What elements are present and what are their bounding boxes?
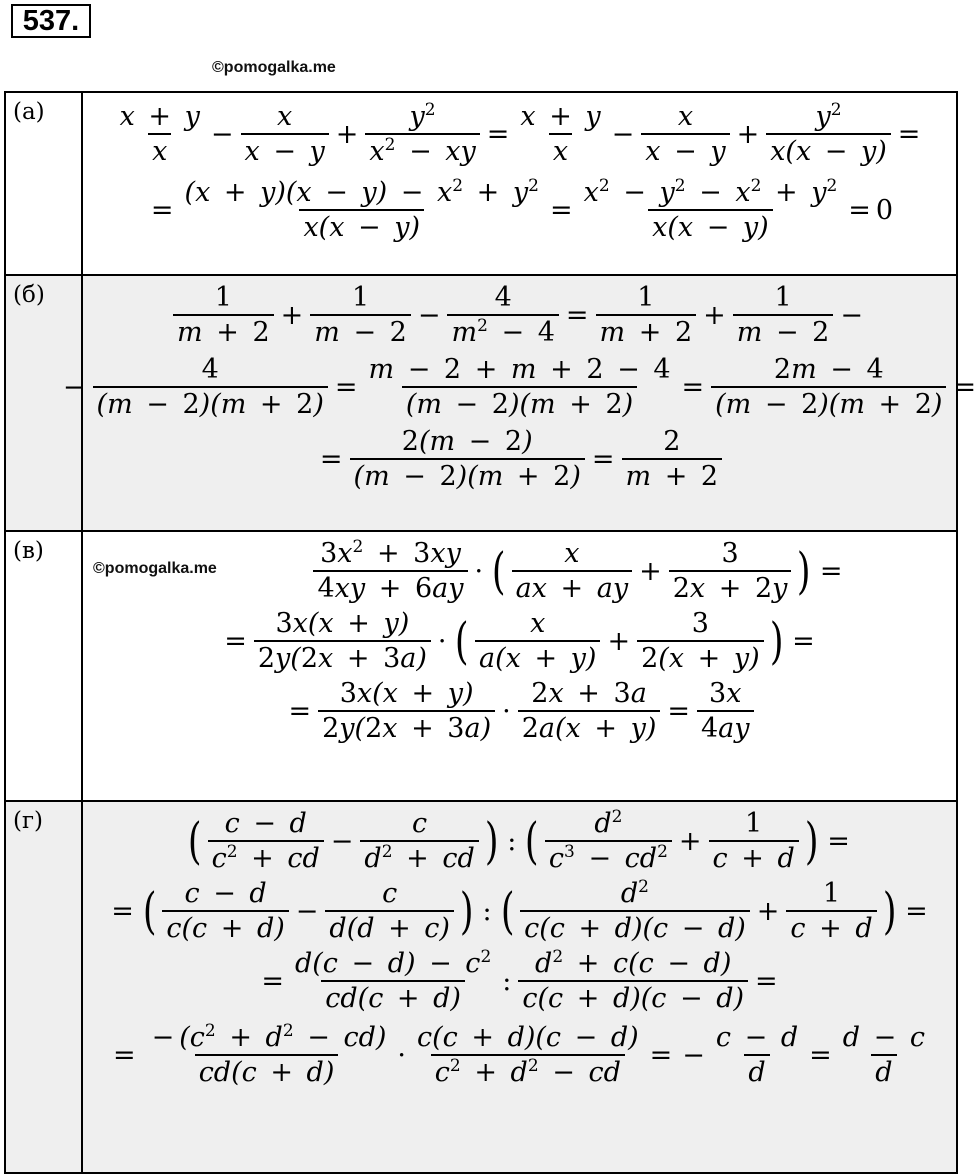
equation-line: = $\frac{- (c^2 + d^2 - cd)}{cd(c + d)}$ · $\frac{c(c + d)(c - d)}{c^2 + d^2 - cd}$ = − $\frac{c - d}{d}$ = $\frac{d - c}{d}$ — [113, 1021, 925, 1088]
content-g — [82, 801, 957, 1173]
equation-line: = $\frac{(x + y)(x - y) - x^2 + y^2}{x(x - y)}$ = $\frac{x^2 - y^2 - x^2 + y^2}{x(x - y)}$ = 0 — [150, 176, 894, 243]
label-g: (г) — [5, 801, 82, 1173]
equation-line: = ( $\frac{c - d}{c(c + d)}$ − $\frac{c}{d(d + c)}$ ) : ( $\frac{d^2}{c(c + d)(c - d)}$ + $\frac{1}{c + d}$ ) = — [111, 877, 928, 944]
equation-line: ( $\frac{c - d}{c^2 + cd}$ − $\frac{c}{d^2 + cd}$ ) : ( $\frac{d^2}{c^3 - cd^2}$ + $\frac{1}{c + d}$ ) = — [188, 807, 850, 874]
row-a — [5, 92, 957, 275]
problem-number: 537. — [11, 4, 91, 38]
watermark: ©pomogalka.me — [212, 59, 336, 76]
label-b: (б) — [5, 275, 82, 531]
row-g — [5, 801, 957, 1173]
label-v: (в) — [5, 531, 82, 801]
equation-line: = $\frac{3x(x + y)}{2y(2x + 3a)}$ · ( $\frac{x}{a(x + y)}$ + $\frac{3}{2(x + y)}$ ) = — [224, 608, 815, 674]
row-v — [5, 531, 957, 801]
content-v — [82, 531, 957, 801]
watermark-inline: ©pomogalka.me — [93, 560, 217, 577]
row-b — [5, 275, 957, 531]
equation-line: = $\frac{3x(x + y)}{2y(2x + 3a)}$ · $\frac{2x + 3a}{2a(x + y)}$ = $\frac{3x}{4ay}$ — [83, 680, 956, 742]
content-b — [62, 275, 976, 531]
equation-line: = $\frac{2(m - 2)}{(m - 2)(m + 2)}$ = $\frac{2}{m + 2}$ — [83, 428, 956, 490]
label-a: (а) — [5, 92, 82, 275]
content-a — [82, 92, 957, 275]
equation-line: $\frac{3x^2 + 3xy}{4xy + 6ay}$ · ( $\frac{x}{ax + ay}$ + $\frac{3}{2x + 2y}$ ) = — [83, 540, 956, 602]
solution-table — [4, 91, 976, 1174]
equation-line: $\frac{x + y}{x}$ − $\frac{x}{x - y}$ + $\frac{y^2}{x^2 - xy}$ = $\frac{x + y}{x}$ − $\frac{x}{x - y}$ + $\frac{y^2}{x(x - y)}$ = — [119, 100, 921, 167]
equation-line: − $\frac{4}{(m - 2)(m + 2)}$ = $\frac{m - 2 + m + 2 - 4}{(m - 2)(m + 2)}$ = $\frac{2m - 4}{(m - 2)(m + 2)}$ = — [62, 354, 976, 420]
equation-line: $\frac{1}{m + 2}$ + $\frac{1}{m - 2}$ − $\frac{4}{m^2 - 4}$ = $\frac{1}{m + 2}$ + $\frac{1}{m - 2}$ − — [83, 284, 956, 346]
equation-line: = $\frac{d(c - d) - c^2}{cd(c + d)}$ : $\frac{d^2 + c(c - d)}{c(c + d)(c - d)}$ = — [261, 947, 778, 1014]
